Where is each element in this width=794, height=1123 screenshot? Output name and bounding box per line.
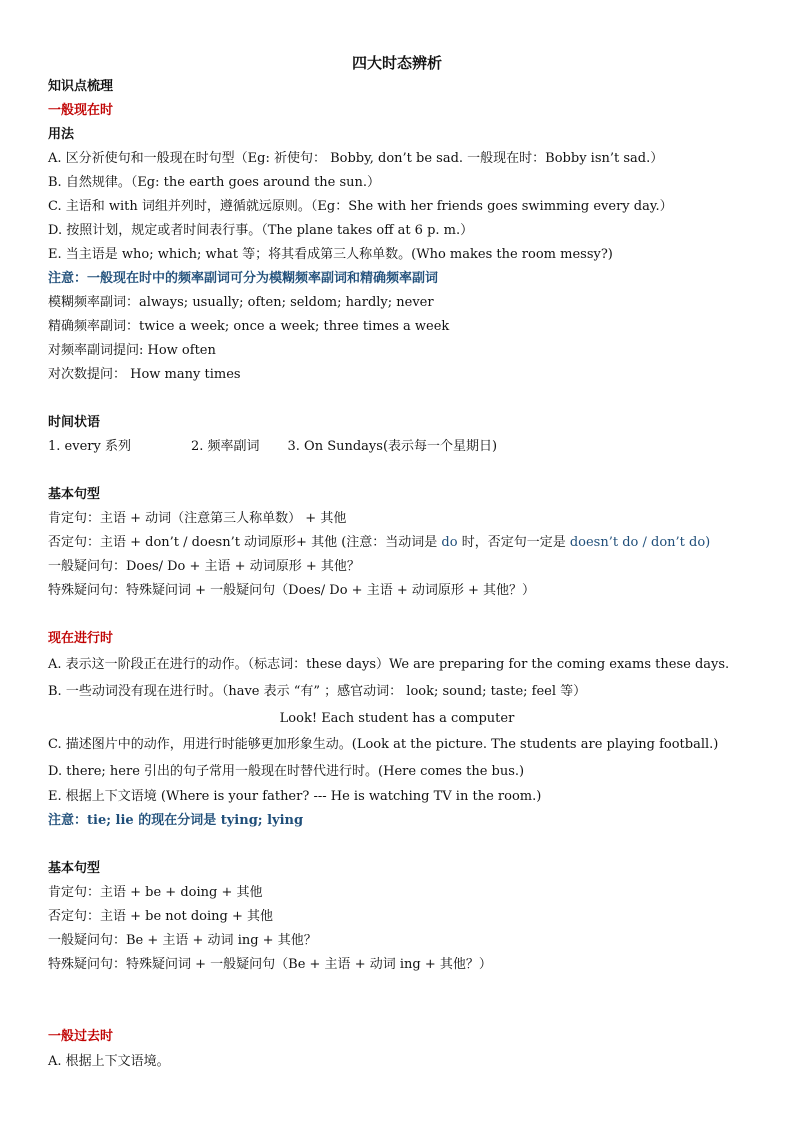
continuous-c: C. 描述图片中的动作，用进行时能够更加形象生动。(Look at the picture. The students are playing football.) bbox=[48, 737, 719, 752]
negative-mid: 时，否定句一定是 bbox=[457, 535, 570, 550]
negative-1 bbox=[48, 535, 710, 551]
note-frequency: 注意：一般现在时中的频率副词可分为模糊频率副词和精确频率副词 bbox=[48, 271, 439, 286]
ask-times: 对次数提问： How many times bbox=[48, 367, 241, 382]
special-question-2: 特殊疑问句：特殊疑问词 + 一般疑问句（Be + 主语 + 动词 ing + 其他？） bbox=[48, 957, 492, 972]
affirmative-2: 肯定句：主语 + be + doing + 其他 bbox=[48, 885, 263, 900]
general-question-2: 一般疑问句：Be + 主语 + 动词 ing + 其他？ bbox=[48, 933, 317, 948]
time-heading: 时间状语 bbox=[48, 415, 101, 430]
usage-b: B. 自然规律。（Eg: the earth goes around the sun.） bbox=[48, 175, 381, 190]
usage-c: C. 主语和 with 词组并列时，遵循就远原则。（Eg：She with her friends goes swimming every day.） bbox=[48, 199, 673, 214]
continuous-b: B. 一些动词没有现在进行时。（have 表示 “有” ；感官动词： look; sound; taste; feel 等） bbox=[48, 684, 587, 699]
general-question-1: 一般疑问句：Does/ Do + 主语 + 动词原形 + 其他？ bbox=[48, 559, 360, 574]
heading-present-continuous: 现在进行时 bbox=[48, 631, 114, 646]
continuous-b-example: Look! Each student has a computer bbox=[279, 711, 515, 726]
precise-adverbs: 精确频率副词：twice a week; once a week; three times a week bbox=[48, 319, 450, 334]
pattern-heading-2: 基本句型 bbox=[48, 861, 101, 876]
negative-main: 否定句：主语 + don’t / doesn’t 动词原形+ 其他 (注意：当动词是 bbox=[48, 535, 442, 550]
time-item-3: 3. On Sundays(表示每一个星期日) bbox=[287, 439, 498, 454]
special-question-1: 特殊疑问句：特殊疑问词 + 一般疑问句（Does/ Do + 主语 + 动词原形 + 其他？） bbox=[48, 583, 536, 598]
section-knowledge: 知识点梳理 bbox=[48, 79, 114, 94]
note-participle: 注意：tie; lie 的现在分词是 tying; lying bbox=[48, 813, 304, 828]
heading-present-simple: 一般现在时 bbox=[48, 103, 114, 118]
time-item-1: 1. every 系列 bbox=[48, 439, 131, 454]
continuous-a: A. 表示这一阶段正在进行的动作。（标志词：these days）We are preparing for the coming exams these days. bbox=[48, 657, 730, 672]
negative-2: 否定句：主语 + be not doing + 其他 bbox=[48, 909, 274, 924]
usage-d: D. 按照计划，规定或者时间表行事。（The plane takes off at 6 p. m.） bbox=[48, 223, 474, 238]
negative-do: do bbox=[441, 535, 458, 550]
affirmative-1: 肯定句：主语 + 动词（注意第三人称单数） + 其他 bbox=[48, 511, 347, 526]
pattern-heading-1: 基本句型 bbox=[48, 487, 101, 502]
time-item-2: 2. 频率副词 bbox=[190, 439, 260, 454]
usage-a: A. 区分祈使句和一般现在时句型（Eg: 祈使句： Bobby, don’t be sad. 一般现在时：Bobby isn’t sad.） bbox=[48, 151, 664, 166]
time-adverbials bbox=[48, 439, 497, 455]
vague-adverbs: 模糊频率副词：always; usually; often; seldom; hardly; never bbox=[48, 295, 434, 310]
negative-forms: doesn’t do / don’t do) bbox=[569, 535, 711, 550]
ask-frequency: 对频率副词提问: How often bbox=[48, 343, 216, 358]
continuous-e: E. 根据上下文语境 (Where is your father? --- He is watching TV in the room.) bbox=[48, 789, 542, 804]
continuous-d: D. there; here 引出的句子常用一般现在时替代进行时。(Here comes the bus.) bbox=[48, 764, 525, 779]
past-a: A. 根据上下文语境。 bbox=[48, 1054, 170, 1069]
heading-past-simple: 一般过去时 bbox=[48, 1029, 114, 1044]
usage-e: E. 当主语是 who; which; what 等；将其看成第三人称单数。(Who makes the room messy?) bbox=[48, 247, 613, 262]
page-title: 四大时态辨析 bbox=[351, 54, 442, 72]
usage-heading: 用法 bbox=[48, 127, 75, 142]
